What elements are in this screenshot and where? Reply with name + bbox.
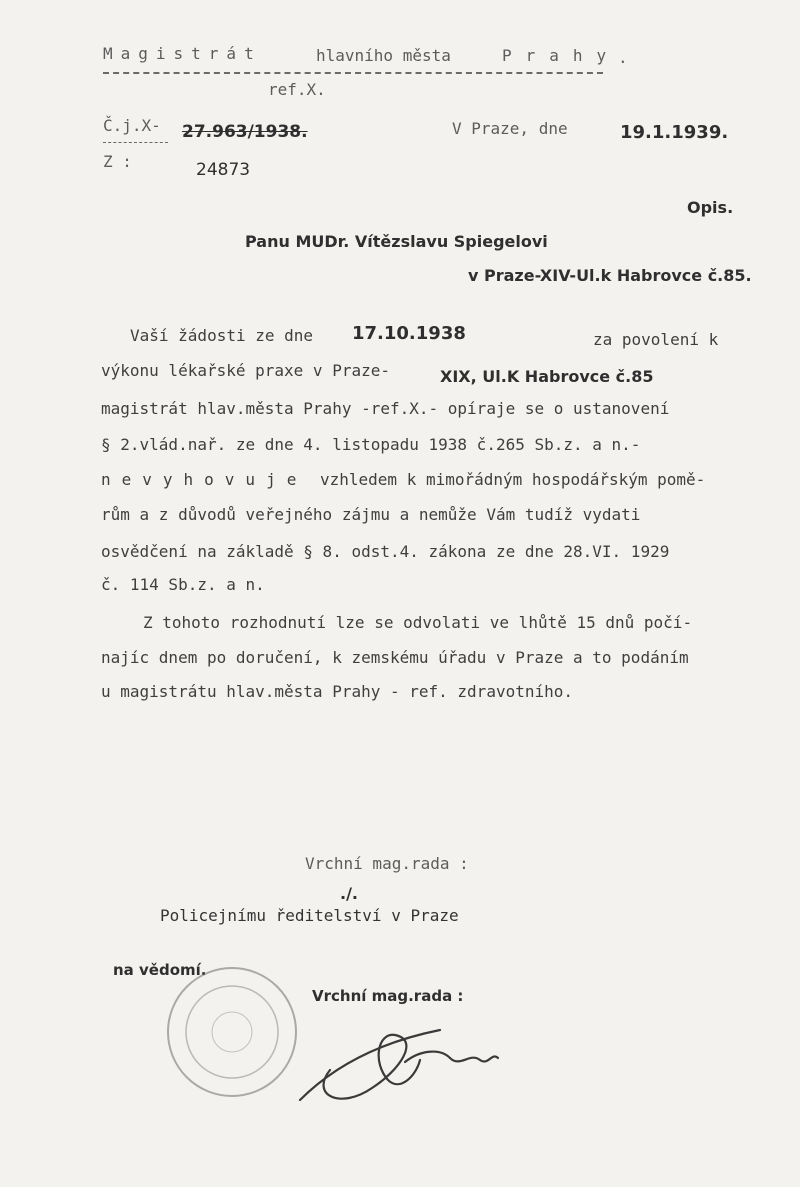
signer-title: Vrchní mag.rada : — [305, 854, 469, 873]
body-line-4: § 2.vlád.nař. ze dne 4. listopadu 1938 č.265 Sb.z. a n.- — [101, 435, 641, 454]
body-line-6: rům a z důvodů veřejného zájmu a nemůže Vám tudíž vydati — [101, 505, 641, 524]
body-line-9: Z tohoto rozhodnutí lze se odvolati ve lhůtě 15 dnů počí- — [143, 613, 693, 632]
cj-value: 27.963/1938. — [182, 122, 308, 142]
header-hlavniho-mesta: hlavního města — [316, 46, 451, 65]
signer-title-2: Vrchní mag.rada : — [312, 987, 464, 1005]
body-line-11: u magistrátu hlav.města Prahy - ref. zdravotního. — [101, 682, 574, 701]
addressee-name: Panu MUDr. Vítězslavu Spiegelovi — [245, 232, 548, 251]
header-dot: . — [618, 48, 628, 67]
body-line-8: č. 114 Sb.z. a n. — [101, 575, 265, 594]
date-value: 19.1.1939. — [620, 122, 729, 143]
z-value: 24873 — [196, 160, 251, 180]
signature — [300, 1030, 498, 1100]
body-line-7: osvědčení na základě § 8. odst.4. zákona ze dne 28.VI. 1929 — [101, 542, 670, 561]
header-prahy: Prahy — [502, 46, 621, 65]
body-line-10: najíc dnem po doručení, k zemskému úřadu v Praze a to podáním — [101, 648, 689, 667]
body-line-1a: Vaší žádosti ze dne — [130, 326, 314, 345]
body-line-1-date: 17.10.1938 — [352, 323, 466, 344]
body-line-1b: za povolení k — [593, 330, 719, 349]
official-seal — [168, 968, 296, 1096]
place-date-label: V Praze, dne — [452, 119, 568, 138]
recipient-line: Policejnímu ředitelství v Praze — [160, 906, 459, 925]
header-ref: ref.X. — [268, 80, 326, 99]
body-line-3: magistrát hlav.města Prahy -ref.X.- opíraje se o ustanovení — [101, 399, 670, 418]
opis-label: Opis. — [687, 198, 734, 217]
separator-mark: ./. — [340, 884, 358, 903]
cj-label: Č.j.X- — [103, 116, 161, 135]
z-label: Z : — [103, 152, 132, 171]
header-magistrat: Magistrát — [103, 44, 262, 63]
body-line-5a: nevyhovuje — [101, 470, 308, 489]
body-line-2a: výkonu lékařské praxe v Praze- — [101, 361, 390, 380]
body-line-5b: vzhledem k mimořádným hospodářským pomě- — [320, 470, 706, 489]
addressee-address: v Praze-XIV-Ul.k Habrovce č.85. — [468, 266, 752, 285]
cc-label: na vědomí. — [113, 961, 207, 979]
body-line-2b: XIX, Ul.K Habrovce č.85 — [440, 367, 654, 386]
